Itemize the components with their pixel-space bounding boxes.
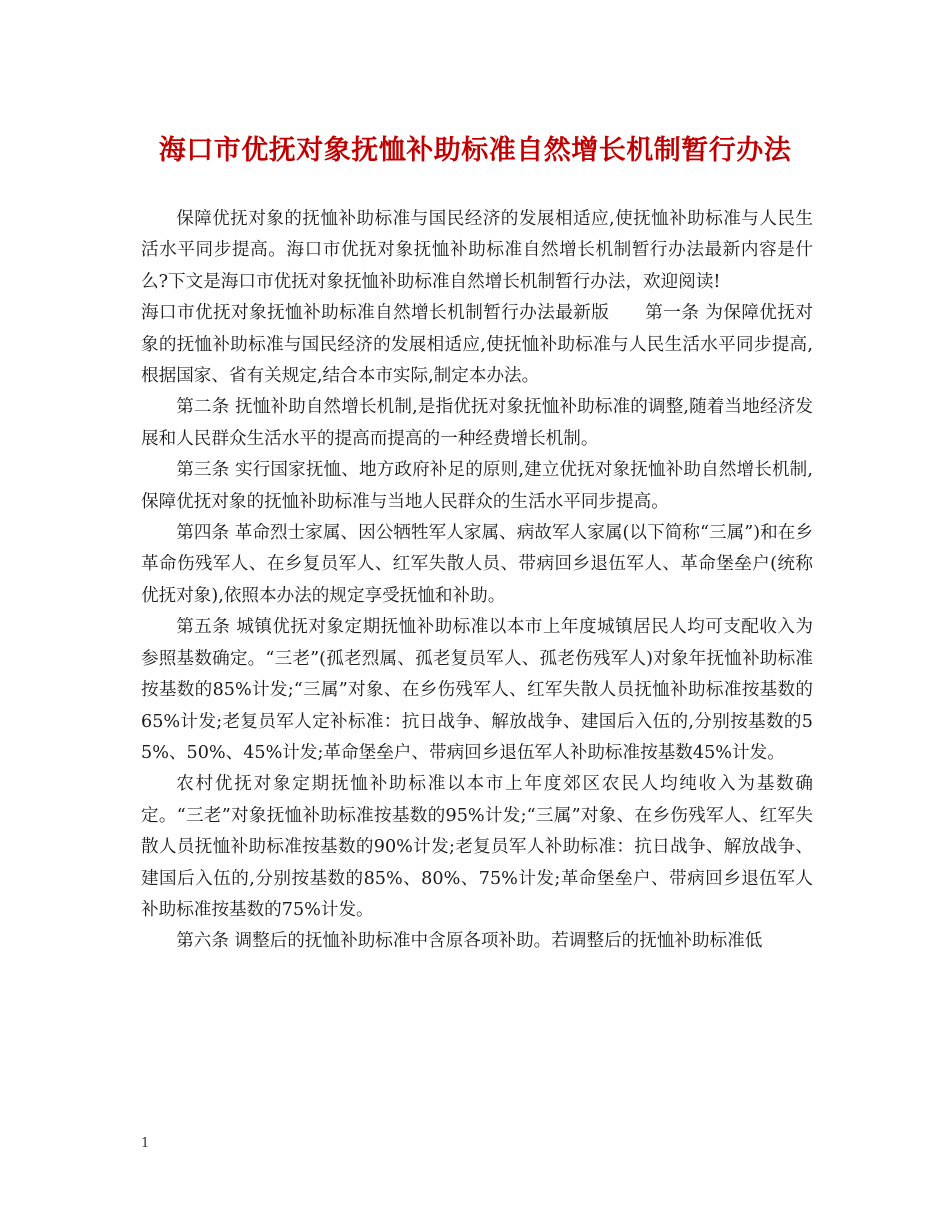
page-number: 1 xyxy=(141,1136,150,1151)
paragraph-article-5-urban: 第五条 城镇优抚对象定期抚恤补助标准以本市上年度城镇居民人均可支配收入为参照基数确定。“三老”(孤老烈属、孤老复员军人、孤老伤残军人)对象年抚恤补助标准按基数的85%计发;“三属”对象、在乡伤残军人、红军失散人员抚恤补助标准按基数的65%计发;老复员军人定补标准：抗日战争、解放战争、建国后入伍的,分别按基数的55%、50%、45%计发;革命堡垒户、带病回乡退伍军人补助标准按基数45%计发。 xyxy=(141,617,813,763)
paragraph-article-3: 第三条 实行国家抚恤、地方政府补足的原则,建立优抚对象抚恤补助自然增长机制,保障优抚对象的抚恤补助标准与当地人民群众的生活水平同步提高。 xyxy=(141,460,813,512)
paragraph-article-2: 第二条 抚恤补助自然增长机制,是指优抚对象抚恤补助标准的调整,随着当地经济发展和人民群众生活水平的提高而提高的一种经费增长机制。 xyxy=(141,397,813,449)
document-title: 海口市优抚对象抚恤补助标准自然增长机制暂行办法 xyxy=(158,135,792,166)
paragraph-article-6: 第六条 调整后的抚恤补助标准中含原各项补助。若调整后的抚恤补助标准低 xyxy=(176,931,763,952)
paragraph-article-1: 海口市优抚对象抚恤补助标准自然增长机制暂行办法最新版 第一条 为保障优抚对象的抚恤补助标准与国民经济的发展相适应,使抚恤补助标准与人民生活水平同步提高,根据国家、省有关规定,结合本市实际,制定本办法。 xyxy=(141,303,813,387)
paragraph-article-5-rural: 农村优抚对象定期抚恤补助标准以本市上年度郊区农民人均纯收入为基数确定。“三老”对象抚恤补助标准按基数的95%计发;“三属”对象、在乡伤残军人、红军失散人员抚恤补助标准按基数的90%计发;老复员军人补助标准：抗日战争、解放战争、建国后入伍的,分别按基数的85%、80%、75%计发;革命堡垒户、带病回乡退伍军人补助标准按基数的75%计发。 xyxy=(141,774,813,920)
document-body xyxy=(141,204,813,958)
paragraph-article-4: 第四条 革命烈士家属、因公牺牲军人家属、病故军人家属(以下简称“三属”)和在乡革命伤残军人、在乡复员军人、红军失散人员、带病回乡退伍军人、革命堡垒户(统称优抚对象),依照本办法的规定享受抚恤和补助。 xyxy=(141,523,813,606)
paragraph-intro: 保障优抚对象的抚恤补助标准与国民经济的发展相适应,使抚恤补助标准与人民生活水平同步提高。海口市优抚对象抚恤补助标准自然增长机制暂行办法最新内容是什么?下文是海口市优抚对象抚恤补助标准自然增长机制暂行办法，欢迎阅读! xyxy=(141,209,813,292)
